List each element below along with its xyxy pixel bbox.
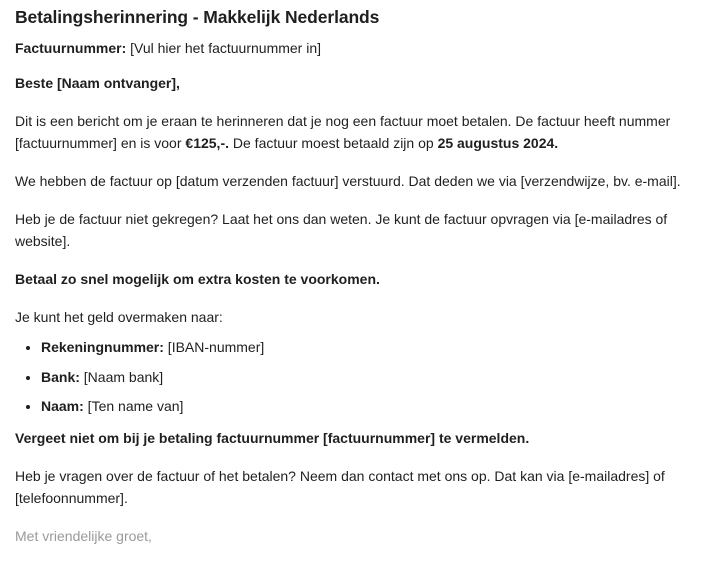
invoice-amount: €125,-. [185,135,229,151]
bank-detail-label: Naam: [41,398,84,414]
paragraph-invoice-info [15,110,695,154]
paragraph-sent-info: We hebben de factuur op [datum verzenden factuur] verstuurd. Dat deden we via [verzendwijze, bv. e-mail]. [15,173,681,189]
invoice-number-line [15,37,695,59]
due-date: 25 augustus 2024. [437,135,559,151]
invoice-number-value: [Vul hier het factuurnummer in] [126,40,322,56]
document-body [15,6,695,547]
bank-detail-value: [Ten name van] [83,398,184,414]
bank-detail-value: [Naam bank] [79,368,164,385]
document-title: Betalingsherinnering - Makkelijk Nederlands [15,7,380,27]
list-item [41,395,695,417]
paragraph-invoice-text-2: De factuur moest betaald zijn op [229,135,438,151]
bank-detail-label: Bank: [41,368,80,385]
transfer-intro: Je kunt het geld overmaken naar: [15,309,223,325]
list-item [41,336,695,358]
closing-line: Met vriendelijke groet, [15,528,152,544]
paragraph-not-received: Heb je de factuur niet gekregen? Laat het ons dan weten. Je kunt de factuur opvragen via [e-mailadres of website]. [15,211,668,249]
greeting-text: Beste [Naam ontvanger], [15,75,180,91]
contact-paragraph: Heb je vragen over de factuur of het betalen? Neem dan contact met ons op. Dat kan via [e-mailadres] of [telefoonnummer]. [15,468,665,506]
bank-detail-label: Rekeningnummer: [41,339,164,355]
bank-details-list [15,336,695,417]
bottom-fade [0,563,708,585]
urgent-notice [15,268,695,290]
urgent-notice-text: Betaal zo snel mogelijk om extra kosten te voorkomen. [15,271,380,287]
payment-reminder [15,427,695,449]
list-item [41,366,695,388]
greeting [15,72,695,94]
paragraph-invoice-text: Dit is een bericht om je eraan te herinneren dat je nog een factuur moet betalen. De factuur heeft nummer [factuurnummer] en is voor [15,113,671,151]
payment-reminder-text: Vergeet niet om bij je betaling factuurnummer [factuurnummer] te vermelden. [15,430,530,446]
bank-detail-value: [IBAN-nummer] [163,339,265,355]
invoice-number-label: Factuurnummer: [15,40,127,56]
